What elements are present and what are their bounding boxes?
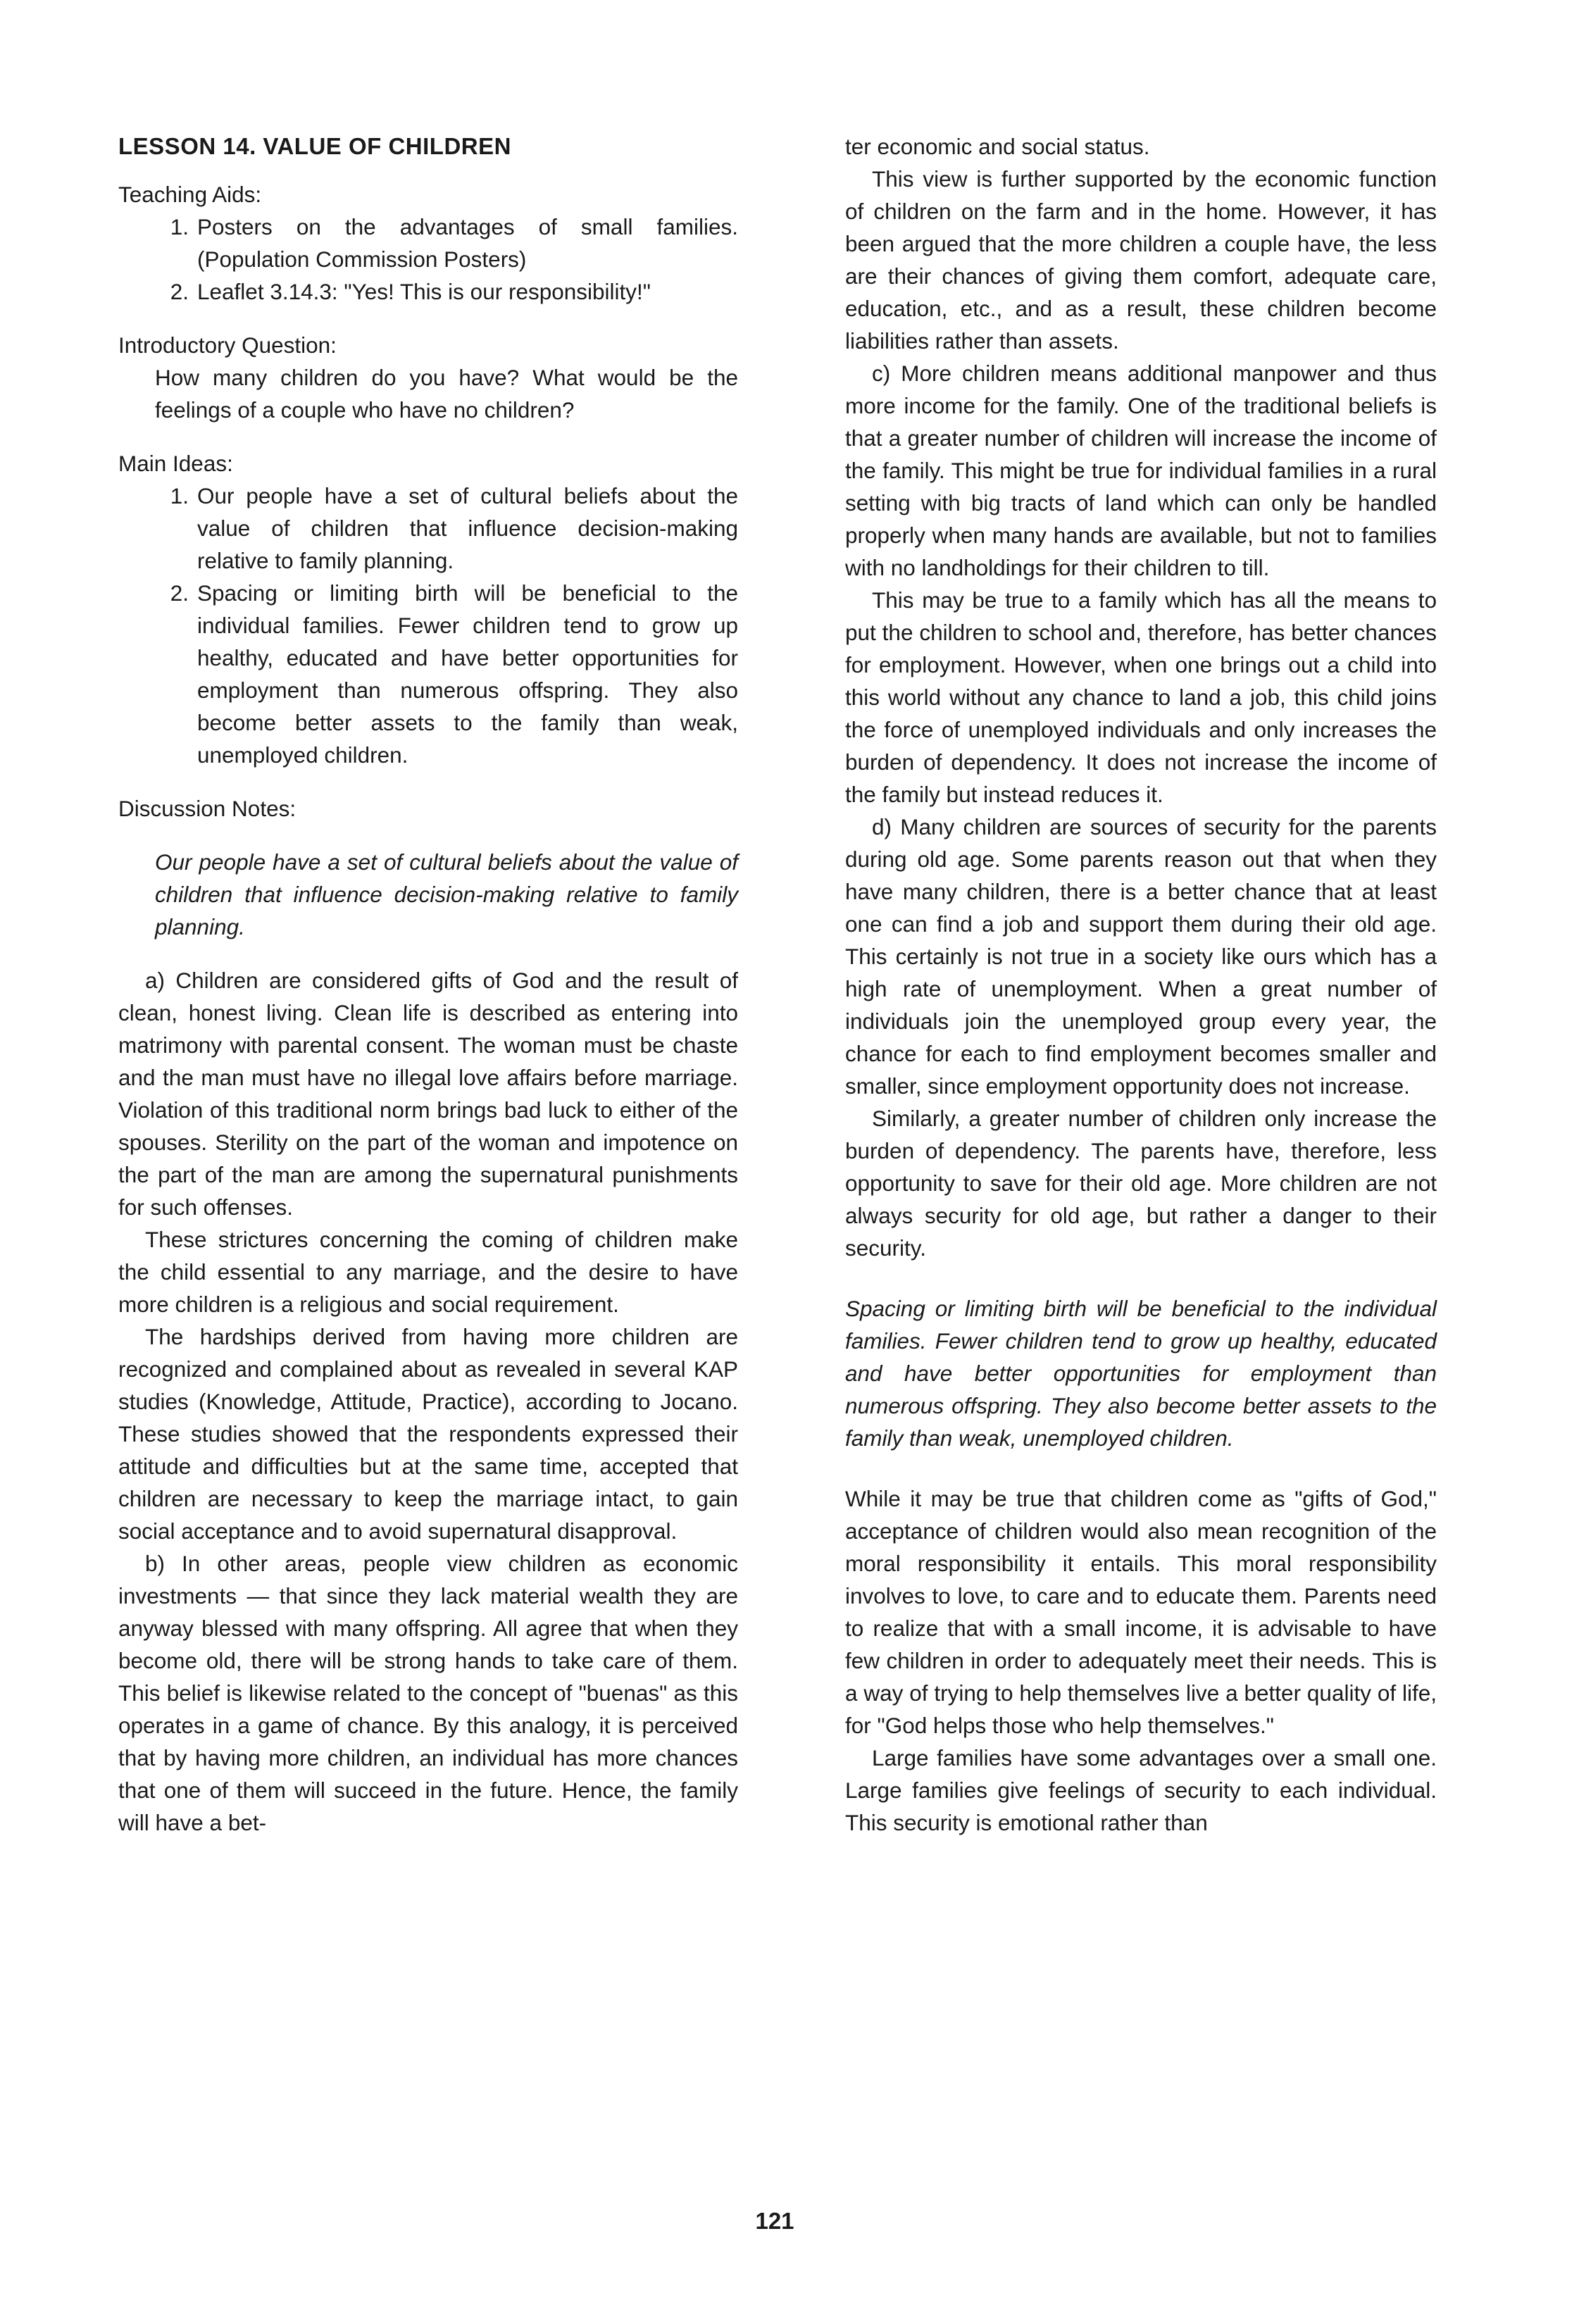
introductory-question-label: Introductory Question: [118,332,337,358]
main-ideas-label: Main Ideas: [118,451,233,476]
teaching-aids-section [118,178,738,308]
list-item-number: 2. [170,580,189,606]
discussion-notes-section [118,792,738,1839]
list-item-text: Spacing or limiting birth will be beneficial to the individual families. Fewer children tend to grow up healthy, educated and have better opportunities for employment than numerous offspring. They also become better assets to the family than weak, unemployed children. [197,580,738,768]
list-item-number: 2. [170,279,189,304]
list-item [155,275,738,308]
list-item [155,211,738,275]
discussion-heading-cultural-beliefs: Our people have a set of cultural beliefs about the value of children that influence decision-making relative to family planning. [155,849,738,939]
paragraph: Large families have some advantages over a small one. Large families give feelings of security to each individual. This security is emotional rather than [845,1745,1437,1835]
paragraph: b) In other areas, people view children as economic investments — that since they lack material wealth they are anyway blessed with many offspring. All agree that when they become old, there will be strong hands to take care of them. This belief is likewise related to the concept of "buenas" as this operates in a game of chance. By this analogy, it is perceived that by having more children, an individual has more chances that one of them will succeed in the future. Hence, the family will have a bet- [118,1551,738,1835]
list-item-text: Posters on the advantages of small families. (Population Commission Posters) [197,214,738,272]
paragraph: d) Many children are sources of security for the parents during old age. Some parents reason out that when they have many children, there is a better chance that at least one can find a job and support them during their old age. This certainly is not true in a society like ours which has a high rate of unemployment. When a great number of individuals join the unemployed group every year, the chance for each to find employment becomes smaller and smaller, since employment opportunity does not increase. [845,814,1437,1099]
list-item [155,577,738,771]
paragraph: c) More children means additional manpower and thus more income for the family. One of the traditional beliefs is that a greater number of children will increase the income of the family. This might be true for individual families in a rural setting with big tracts of land which can only be handled properly when many hands are available, but not to families with no landholdings for their children to till. [845,361,1437,580]
main-ideas-section [118,447,738,771]
page-number: 121 [755,2208,794,2234]
main-ideas-list [155,480,738,771]
paragraph: While it may be true that children come as "gifts of God," acceptance of children would also mean recognition of the moral responsibility it entails. This moral responsibility involves to love, to care and to educate them. Parents need to realize that with a small income, it is advisable to have few children in order to adequately meet their needs. This is a way of trying to help themselves live a better quality of life, for "God helps those who help themselves." [845,1486,1437,1738]
introductory-question-text: How many children do you have? What would be the feelings of a couple who have no children? [155,365,738,423]
paragraph: The hardships derived from having more children are recognized and complained about as revealed in several KAP studies (Knowledge, Attitude, Practice), according to Jocano. These studies showed that the respondents expressed their attitude and difficulties but at the same time, accepted that children are necessary to keep the marriage intact, to gain social acceptance and to avoid supernatural disapproval. [118,1324,738,1544]
list-item-text: Leaflet 3.14.3: "Yes! This is our responsibility!" [197,279,651,304]
teaching-aids-label: Teaching Aids: [118,182,262,207]
list-item-number: 1. [170,214,189,239]
left-column [118,130,738,1839]
paragraph: Similarly, a greater number of children only increase the burden of dependency. The parents have, therefore, less opportunity to save for their old age. More children are not always security for old age, but rather a danger to their security. [845,1106,1437,1261]
list-item-number: 1. [170,483,189,508]
paragraph: This view is further supported by the economic function of children on the farm and in the home. However, it has been argued that the more children a couple have, the less are their chances of giving them comfort, adequate care, education, etc., and as a result, these children become liabilities rather than assets. [845,166,1437,354]
discussion-notes-label: Discussion Notes: [118,796,297,821]
paragraph: This may be true to a family which has all the means to put the children to school and, therefore, has better chances for employment. However, when one brings out a child into this world without any chance to land a job, this child joins the force of unemployed individuals and only increases the burden of dependency. It does not increase the income of the family but instead reduces it. [845,587,1437,807]
list-item [155,480,738,577]
teaching-aids-list [155,211,738,308]
paragraph: ter economic and social status. [845,134,1150,159]
paragraph: a) Children are considered gifts of God and the result of clean, honest living. Clean life is described as entering into matrimony with parental consent. The woman must be chaste and the man must have no illegal love affairs before marriage. Violation of this traditional norm brings bad luck to either of the spouses. Sterility on the part of the woman and impotence on the part of the man are among the supernatural punishments for such offenses. [118,968,738,1220]
paragraph: These strictures concerning the coming of children make the child essential to any marriage, and the desire to have more children is a religious and social requirement. [118,1227,738,1317]
discussion-heading-spacing-birth: Spacing or limiting birth will be beneficial to the individual families. Fewer children tend to grow up healthy, educated and have better opportunities for employment than numerous offspring. They also become better assets to the family than weak, unemployed children. [845,1296,1437,1451]
right-column [845,130,1437,1839]
lesson-title: LESSON 14. VALUE OF CHILDREN [118,133,511,159]
introductory-question-section [118,329,738,426]
list-item-text: Our people have a set of cultural beliefs about the value of children that influence decision-making relative to family planning. [197,483,738,573]
